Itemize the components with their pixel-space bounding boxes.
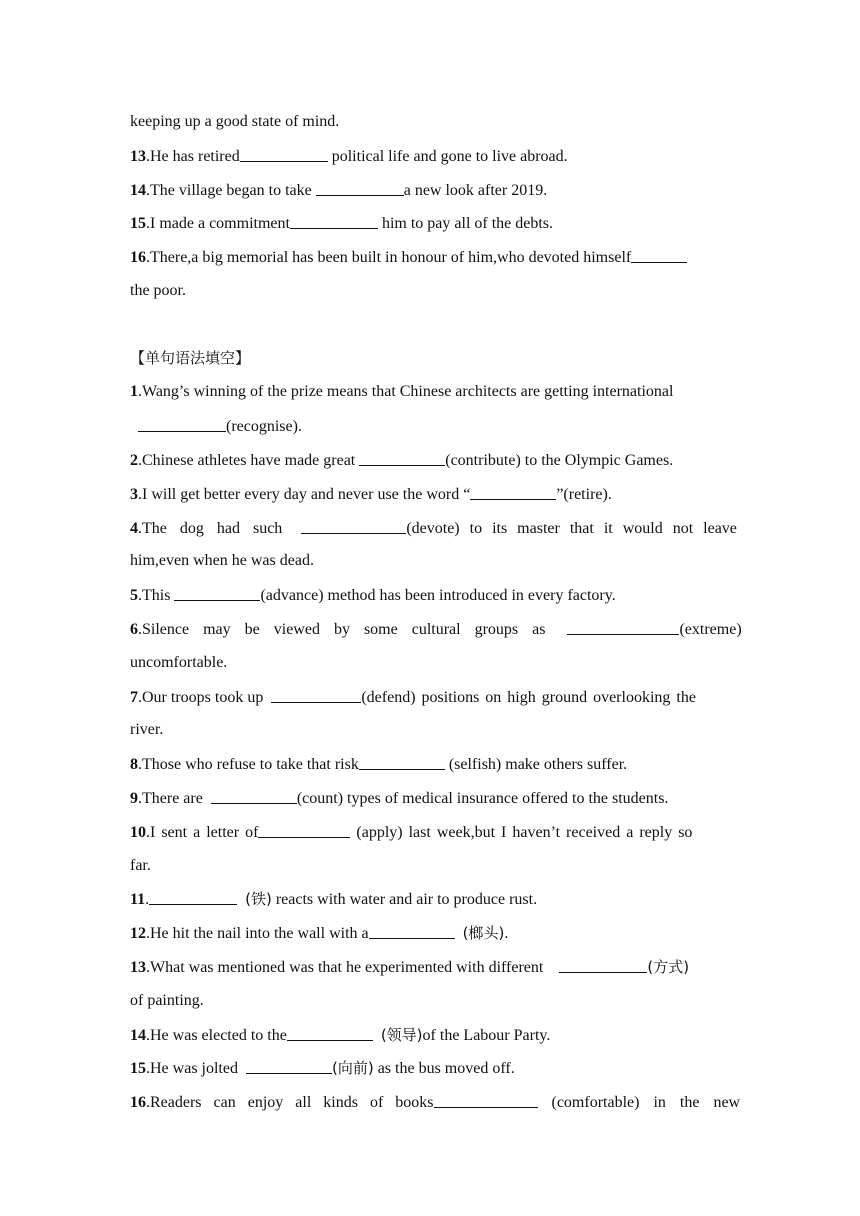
item-text-after: (apply) last week,but I haven’t received a reply so — [350, 824, 693, 841]
part2-item-11 — [130, 889, 732, 910]
item-number: 5 — [130, 587, 138, 604]
item-text-after: (advance) method has been introduced in every factory. — [260, 587, 616, 604]
item-number: 14 — [130, 1027, 146, 1044]
answer-blank[interactable] — [631, 248, 687, 263]
item-number: 3 — [130, 486, 138, 503]
item-text-before: .Wang’s winning of the prize means that Chinese architects are getting international — [138, 383, 674, 400]
part2-item-3 — [130, 484, 732, 505]
item-text-after: of the Labour Party. — [422, 1027, 551, 1044]
answer-blank[interactable] — [301, 519, 406, 534]
item-text-before: .I sent a letter of — [146, 824, 259, 841]
answer-blank[interactable] — [290, 214, 378, 229]
item-text-after: him to pay all of the debts. — [377, 215, 554, 232]
answer-blank[interactable] — [138, 417, 226, 432]
item-text-before: .I made a commitment — [146, 215, 290, 232]
item-text-after: ”(retire). — [556, 486, 612, 503]
answer-blank[interactable] — [149, 890, 237, 905]
part1-item-13 — [130, 146, 732, 167]
item-text-before: .He was elected to the — [146, 1027, 287, 1044]
item-text-before: .Chinese athletes have made great — [138, 452, 360, 469]
part1-item-16-cont — [130, 281, 732, 301]
item-text-before: .Those who refuse to take that risk — [138, 756, 359, 773]
item-text-after: (defend) positions on high ground overlooking the — [361, 689, 696, 706]
part2-item-7 — [130, 687, 732, 708]
answer-blank[interactable] — [434, 1093, 538, 1108]
item-number: 10 — [130, 824, 146, 841]
answer-blank[interactable] — [359, 451, 445, 466]
item-hint: (方式) — [647, 958, 690, 976]
item-hint: (榔头) — [462, 924, 505, 942]
answer-blank[interactable] — [359, 755, 445, 770]
part2-item-15 — [130, 1058, 732, 1079]
item-text-after: . — [504, 925, 509, 942]
item-text-after: (devote) to its master that it would not leave — [406, 520, 737, 537]
item-number: 6 — [130, 621, 138, 638]
item-hint: (领导) — [380, 1026, 423, 1044]
item-number: 16 — [130, 1094, 146, 1111]
continuation-line — [130, 112, 732, 132]
item-text-line2: river. — [130, 721, 164, 738]
part2-item-12 — [130, 923, 732, 944]
part2-item-4-cont — [130, 551, 732, 571]
section-title — [130, 348, 732, 369]
part1-item-16 — [130, 247, 732, 268]
item-text-after: (selfish) make others suffer. — [444, 756, 628, 773]
item-text-after: (contribute) to the Olympic Games. — [445, 452, 674, 469]
part2-item-2 — [130, 450, 732, 471]
answer-blank[interactable] — [271, 688, 361, 703]
continuation-text: keeping up a good state of mind. — [130, 113, 340, 130]
part2-item-14 — [130, 1025, 732, 1046]
item-number: 14 — [130, 182, 146, 199]
item-number: 7 — [130, 689, 138, 706]
part2-item-13-cont — [130, 991, 732, 1011]
item-text-before: .He was jolted — [146, 1060, 242, 1077]
item-text-after: (comfortable) in the new — [537, 1094, 741, 1111]
answer-blank[interactable] — [567, 620, 679, 635]
item-number: 1 — [130, 383, 138, 400]
part2-item-6 — [130, 619, 742, 640]
answer-blank[interactable] — [211, 789, 297, 804]
answer-blank[interactable] — [174, 586, 260, 601]
item-text-line2: far. — [130, 857, 151, 874]
item-text-before: .What was mentioned was that he experimented with different — [146, 959, 548, 976]
part2-item-1-cont — [130, 416, 732, 437]
part2-item-9 — [130, 788, 732, 809]
answer-blank[interactable] — [240, 147, 328, 162]
item-text-before: . — [145, 891, 150, 908]
item-text-line2: him,even when he was dead. — [130, 552, 314, 569]
item-text-after: (extreme) — [679, 621, 742, 638]
item-number: 13 — [130, 959, 146, 976]
item-text-line2: the poor. — [130, 282, 186, 299]
item-hint: (向前) — [331, 1059, 374, 1077]
item-text-after: (recognise). — [226, 418, 302, 435]
item-number: 9 — [130, 790, 138, 807]
item-text-before: .Silence may be viewed by some cultural groups as — [138, 621, 560, 638]
item-number: 16 — [130, 249, 146, 266]
item-text-after: political life and gone to live abroad. — [327, 148, 568, 165]
item-number: 2 — [130, 452, 138, 469]
answer-blank[interactable] — [258, 823, 350, 838]
answer-blank[interactable] — [369, 924, 455, 939]
item-text-before: .The village began to take — [146, 182, 316, 199]
item-number: 8 — [130, 756, 138, 773]
part2-item-5 — [130, 585, 732, 606]
part1-item-14 — [130, 180, 732, 201]
answer-blank[interactable] — [470, 485, 556, 500]
part2-item-4 — [130, 518, 737, 539]
item-text-before: .The dog had such — [138, 520, 296, 537]
answer-blank[interactable] — [246, 1059, 332, 1074]
item-text-before: .He has retired — [146, 148, 240, 165]
item-number: 11 — [130, 891, 146, 908]
item-text-before: .I will get better every day and never use the word “ — [138, 486, 471, 503]
answer-blank[interactable] — [287, 1026, 373, 1041]
item-number: 4 — [130, 520, 138, 537]
answer-blank[interactable] — [559, 958, 647, 973]
part2-item-13 — [130, 957, 732, 978]
item-text-line2: of painting. — [130, 992, 204, 1009]
item-number: 15 — [130, 215, 146, 232]
item-text-before: .He hit the nail into the wall with a — [146, 925, 369, 942]
item-text-before: .There,a big memorial has been built in honour of him,who devoted himself — [146, 249, 632, 266]
item-text-after: (count) types of medical insurance offered to the students. — [296, 790, 669, 807]
item-number: 13 — [130, 148, 146, 165]
part2-item-10 — [130, 822, 732, 843]
part2-item-16 — [130, 1092, 741, 1113]
item-text-before: .Our troops took up — [138, 689, 268, 706]
item-text-after: a new look after 2019. — [403, 182, 548, 199]
part2-item-1 — [130, 382, 732, 402]
part2-item-8 — [130, 754, 732, 775]
item-number: 12 — [130, 925, 146, 942]
item-text-before: .There are — [138, 790, 207, 807]
item-text-after: reacts with water and air to produce rust. — [271, 891, 538, 908]
part1-item-15 — [130, 213, 732, 234]
item-text-after: as the bus moved off. — [373, 1060, 515, 1077]
part2-item-6-cont — [130, 653, 732, 673]
part2-item-10-cont — [130, 856, 732, 876]
answer-blank[interactable] — [316, 181, 404, 196]
part2-item-7-cont — [130, 720, 732, 740]
item-text-line2: uncomfortable. — [130, 654, 228, 671]
item-hint: (铁) — [245, 890, 272, 908]
section-title-text: 【单句语法填空】 — [130, 349, 251, 367]
item-number: 15 — [130, 1060, 146, 1077]
item-text-before: .Readers can enjoy all kinds of books — [146, 1094, 434, 1111]
item-text-before: .This — [138, 587, 175, 604]
